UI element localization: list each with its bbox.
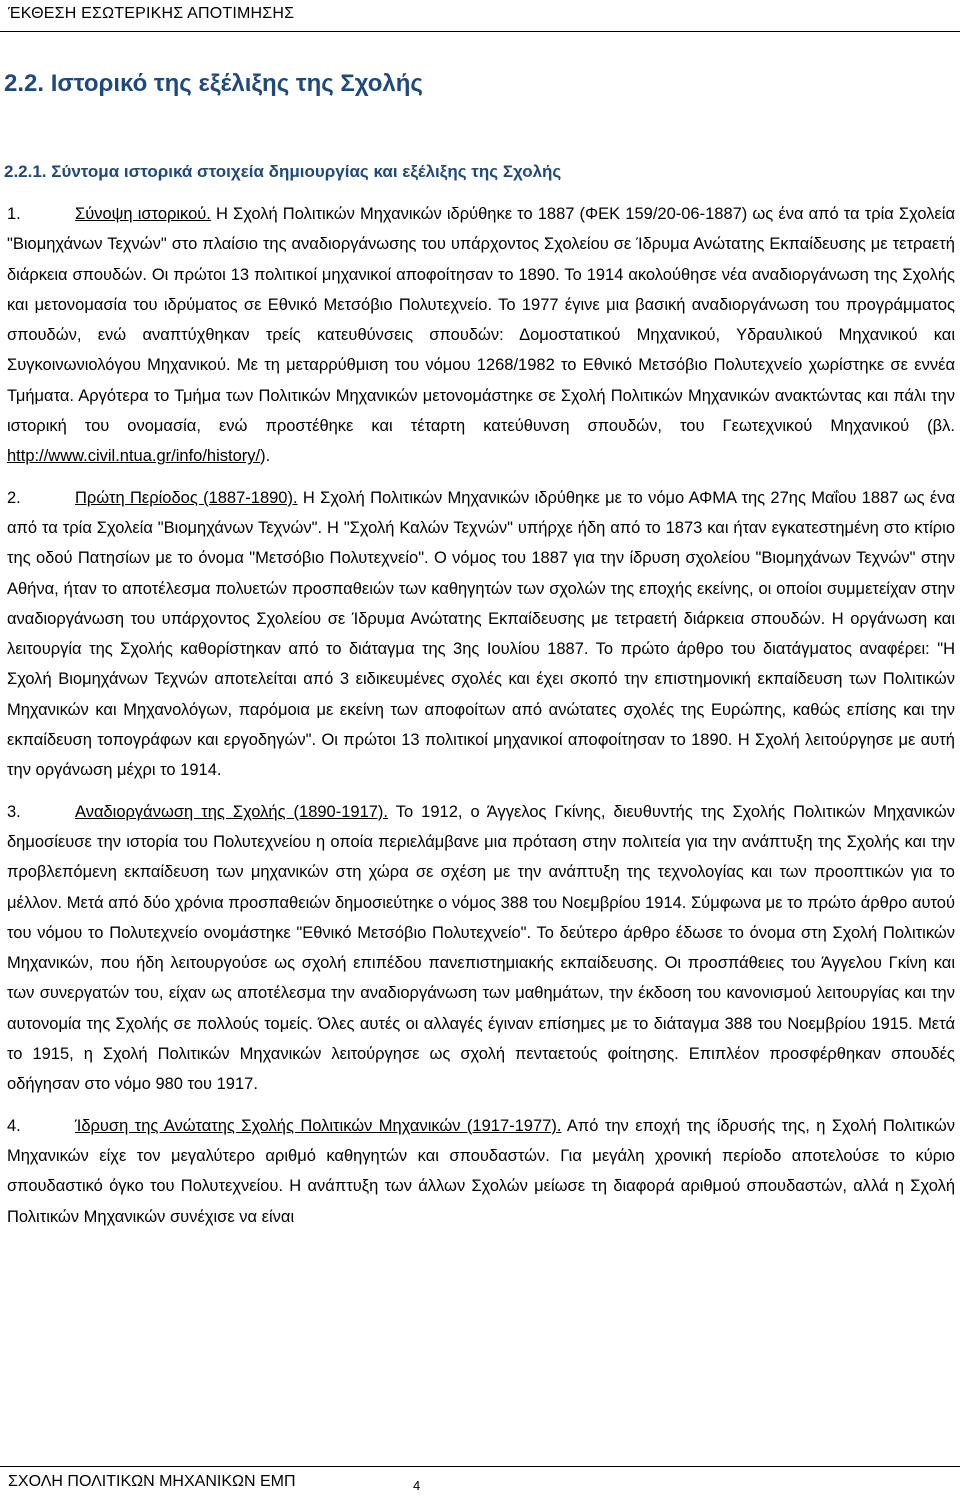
item-number: 4. — [7, 1116, 21, 1135]
body-content — [7, 199, 955, 1232]
item-text: Η Σχολή Πολιτικών Μηχανικών ιδρύθηκε το 1887 (ΦΕΚ 159/20-06-1887) ως ένα από τα τρία Σχολεία "Βιομηχάνων Τεχνών" στο πλαίσιο της αναδιοργάνωσης του υπάρχοντος Σχολείου σε Ίδρυμα Ανώτατης Εκπαίδευσης με τετραετή διάρκεια σπουδών. Οι πρώτοι 13 πολιτικοί μηχανικοί αποφοίτησαν το 1890. Το 1914 ακολούθησε νέα αναδιοργάνωση της Σχολής και μετονομασία του ιδρύματος σε Εθνικό Μετσόβιο Πολυτεχνείο. Το 1977 έγινε μια βασική αναδιοργάνωση του προγράμματος σπουδών, ενώ αναπτύχθηκαν τρείς κατευθύνσεις σπουδών: Δομοστατικού Μηχανικού, Υδραυλικού Μηχανικού και Συγκοινωνιολόγου Μηχανικού. Με τη μεταρρύθμιση του νόμου 1268/1982 το Εθνικό Μετσόβιο Πολυτεχνείο χωρίστηκε σε εννέα Τμήματα. Αργότερα το Τμήμα των Πολιτικών Μηχανικών μετονομάστηκε σε Σχολή Πολιτικών Μηχανικών ανακτώντας και πάλι την ιστορική του ονομασία, ενώ προστέθηκε και τέταρτη κατεύθυνση σπουδών, του Γεωτεχνικού Μηχανικού (βλ. — [7, 205, 955, 436]
paragraph-history-summary — [7, 199, 955, 472]
item-number: 3. — [7, 802, 21, 821]
section-heading: 2.2. Ιστορικό της εξέλιξης της Σχολής — [4, 70, 423, 97]
page-number: 4 — [413, 1478, 421, 1493]
header-title: ΈΚΘΕΣΗ ΕΣΩΤΕΡΙΚΗΣ ΑΠΟΤΙΜΗΣΗΣ — [8, 5, 295, 22]
footer-school-name: ΣΧΟΛΗ ΠΟΛΙΤΙΚΩΝ ΜΗΧΑΝΙΚΩΝ ΕΜΠ — [8, 1473, 296, 1490]
history-link[interactable]: http://www.civil.ntua.gr/info/history/ — [7, 447, 261, 466]
item-number: 2. — [7, 488, 21, 507]
item-text: Το 1912, ο Άγγελος Γκίνης, διευθυντής της Σχολής Πολιτικών Μηχανικών δημοσίευσε την ιστορία του Πολυτεχνείου η οποία περιελάμβανε μια πρόταση στην πολιτεία για την ανάπτυξη της Σχολής και την προβλεπόμενη εκπαίδευση των μηχανικών στη χώρα σε σχέση με την ανάπτυξη της τεχνολογίας και των προοπτικών για το μέλλον. Μετά από δύο χρόνια προσπαθειών δημοσιεύτηκε ο νόμος 388 του Νοεμβρίου 1914. Σύμφωνα με το πρώτο άρθρο αυτού του νόμου το Πολυτεχνείο ονομάστηκε "Εθνικό Μετσόβιο Πολυτεχνείο". Το δεύτερο άρθρο έδωσε το όνομα στη Σχολή Πολιτικών Μηχανικών, που ήδη λειτουργούσε ως σχολή επιπέδου πανεπιστημιακής εκπαίδευσης. Οι προσπάθειες του Άγγελου Γκίνη και των συνεργατών του, είχαν ως αποτέλεσμα την αναδιοργάνωση των μαθημάτων, την έκδοση του κανονισμού λειτουργίας και την αυτονομία της Σχολής σε πολλούς τομείς. Όλες αυτές οι αλλαγές έγιναν επίσημες με το διάταγμα 388 του Νοεμβρίου 1915. Μετά το 1915, η Σχολή Πολιτικών Μηχανικών λειτούργησε ως σχολή πενταετούς φοίτησης. Επιπλέον προσφέρθηκαν σπουδές οδήγησαν στο νόμο 980 του 1917. — [7, 802, 955, 1094]
item-text: Η Σχολή Πολιτικών Μηχανικών ιδρύθηκε με το νόμο ΑΦΜΑ της 27ης Μαΐου 1887 ως ένα από τα τρία Σχολεία "Βιομηχάνων Τεχνών". Η "Σχολή Καλών Τεχνών" υπήρχε ήδη από το 1873 και ήταν εγκατεστημένη στο κτίριο της οδού Πατησίων με το όνομα "Μετσόβιο Πολυτεχνείο". Ο νόμος του 1887 για την ίδρυση σχολείου "Βιομηχάνων Τεχνών" στην Αθήνα, ήταν το αποτέλεσμα πολυετών προσπαθειών των καθηγητών των σχολών της εποχής εκείνης, οι οποίοι συμμετείχαν στην αναδιοργάνωση του υπάρχοντος Σχολείου σε Ίδρυμα Ανώτατης Εκπαίδευσης με τετραετή διάρκεια σπουδών. Η οργάνωση και λειτουργία της Σχολής καθορίστηκαν από το διάταγμα της 3ης Ιουλίου 1887. Το πρώτο άρθρο του διατάγματος αναφέρει: "Η Σχολή Βιομηχάνων Τεχνών αποτελείται από 3 ειδικευμένες σχολές και έχει σκοπό την επιστημονική εκπαίδευση των Πολιτικών Μηχανικών και Μηχανολόγων, παρόμοια με εκείνη των αποφοίτων από ανώτατες σχολές της Ευρώπης, καθώς επίσης και την εκπαίδευση τοπογράφων και εργοδηγών". Οι πρώτοι 13 πολιτικοί μηχανικοί αποφοίτησαν το 1890. Η Σχολή λειτούργησε με αυτή την οργάνωση μέχρι το 1914. — [7, 488, 955, 780]
subsection-heading: 2.2.1. Σύντομα ιστορικά στοιχεία δημιουργίας και εξέλιξης της Σχολής — [4, 162, 562, 181]
item-text-end: ). — [260, 447, 271, 466]
item-text: Από την εποχή της ίδρυσής της, η Σχολή Πολιτικών Μηχανικών είχε τον μεγαλύτερο αριθμό καθηγητών και σπουδαστών. Για μεγάλη χρονική περίοδο αποτελούσε το κύριο σπουδαστικό όγκο του Πολυτεχνείου. Η ανάπτυξη των άλλων Σχολών μείωσε τη διαφορά αριθμού σπουδαστών, αλλά η Σχολή Πολιτικών Μηχανικών συνέχισε να είναι — [7, 1116, 956, 1226]
item-title: Ίδρυση της Ανώτατης Σχολής Πολιτικών Μηχανικών (1917-1977). — [75, 1116, 562, 1135]
item-number: 1. — [7, 205, 21, 223]
header-divider — [0, 31, 960, 32]
paragraph-founding — [7, 1111, 955, 1232]
footer-divider — [0, 1466, 960, 1467]
item-title: Αναδιοργάνωση της Σχολής (1890-1917). — [75, 802, 389, 821]
item-title: Σύνοψη ιστορικού. — [75, 205, 211, 223]
paragraph-reorganization — [7, 797, 955, 1100]
item-title: Πρώτη Περίοδος (1887-1890). — [75, 488, 298, 507]
paragraph-first-period — [7, 483, 955, 786]
